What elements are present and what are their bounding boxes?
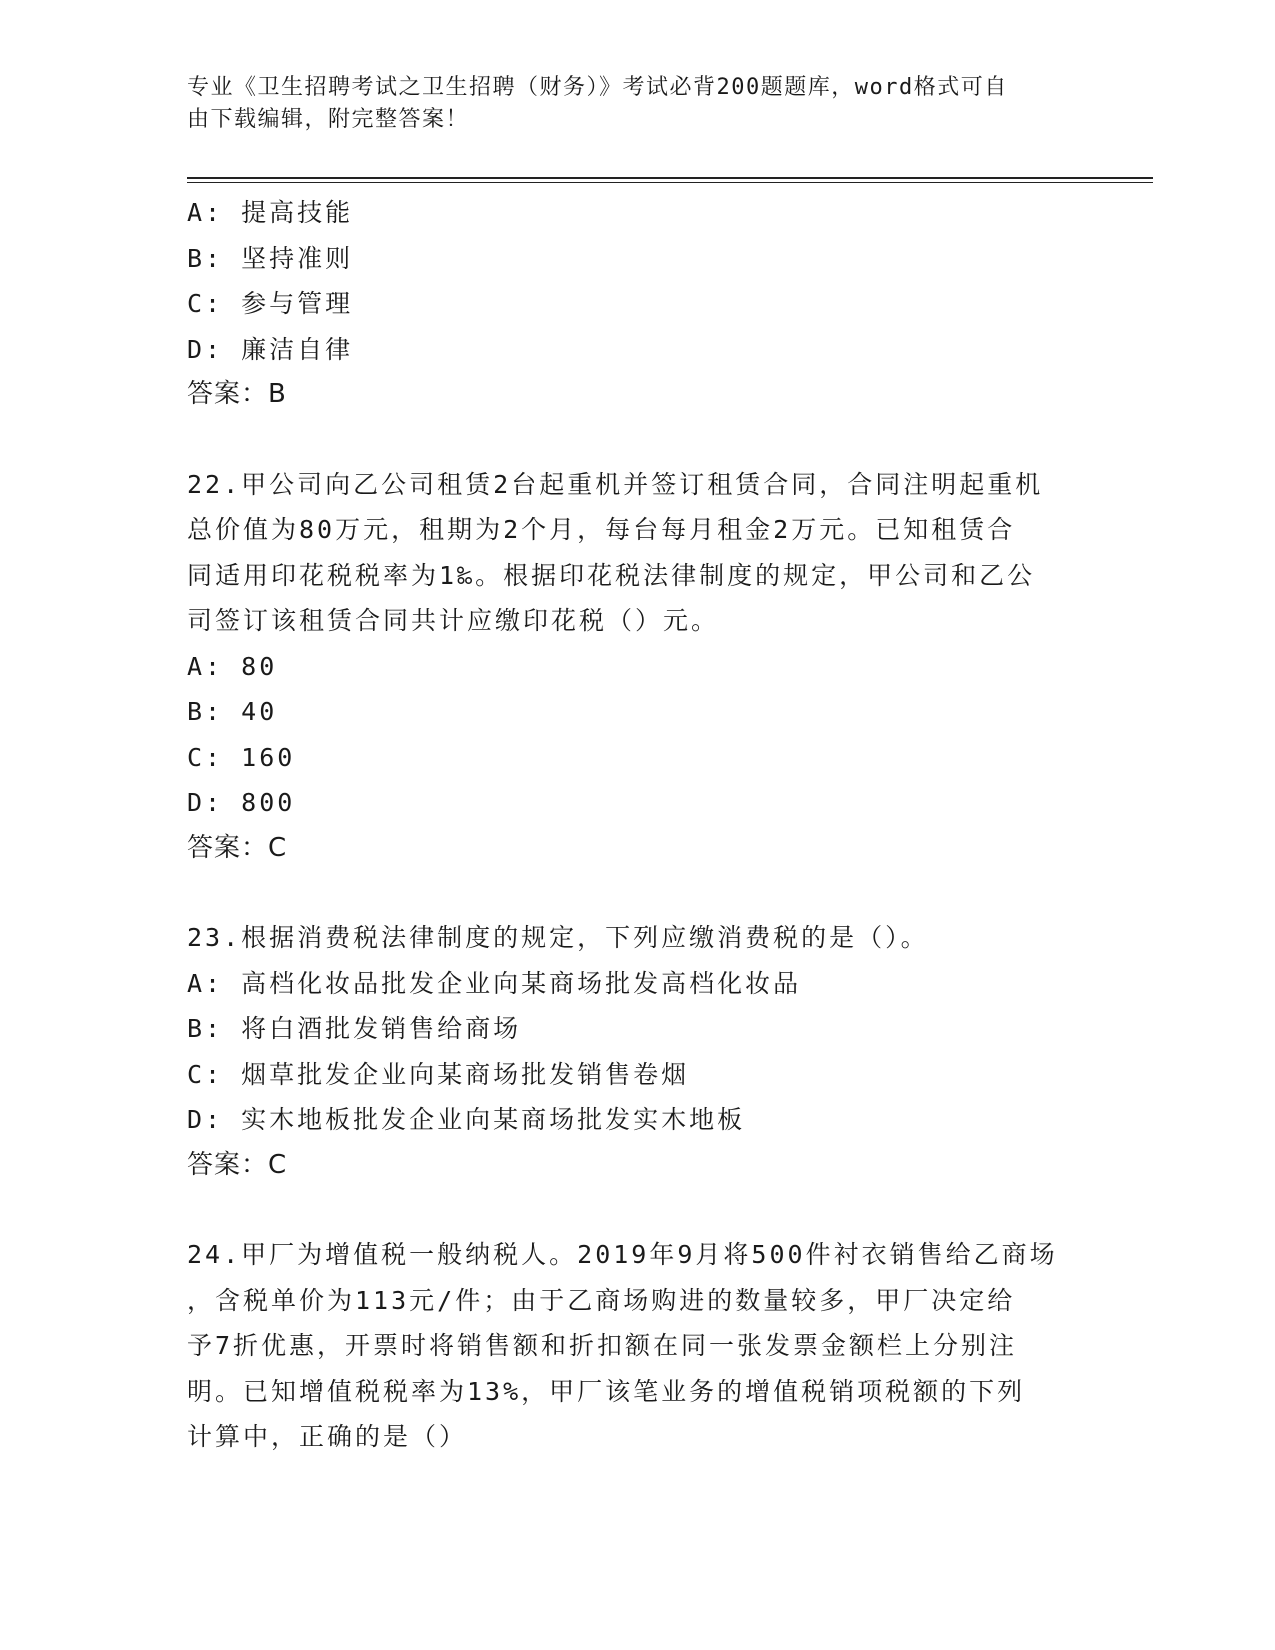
option-c: C: 参与管理 (187, 289, 354, 318)
question-text-line: 23.根据消费税法律制度的规定，下列应缴消费税的是（）。 (187, 923, 929, 952)
header-line-2: 由下载编辑，附完整答案！ (187, 107, 470, 132)
option-d: D: 廉洁自律 (187, 334, 354, 364)
option-b: B: 40 (187, 697, 278, 726)
answer: 答案：C (187, 832, 288, 863)
question-text-line: ，含税单价为113元/件；由于乙商场购进的数量较多，甲厂决定给 (187, 1285, 1016, 1315)
question-22 (187, 462, 1087, 872)
spacer (187, 418, 1087, 462)
option-a: A: 高档化妆品批发企业向某商场批发高档化妆品 (187, 968, 802, 998)
option-b: B: 将白酒批发销售给商场 (187, 1014, 522, 1043)
question-23 (187, 915, 1087, 1188)
question-text-line: 24.甲厂为增值税一般纳税人。2019年9月将500件衬衣销售给乙商场 (187, 1240, 1058, 1269)
header-divider-thick (187, 177, 1153, 179)
question-text-line: 司签订该租赁合同共计应缴印花税（）元。 (187, 606, 720, 635)
answer: 答案：C (187, 1149, 288, 1180)
answer: 答案：B (187, 379, 287, 409)
spacer (187, 871, 1087, 915)
question-text-line: 予7折优惠，开票时将销售额和折扣额在同一张发票金额栏上分别注 (187, 1331, 1018, 1360)
option-a: A: 80 (187, 651, 278, 681)
question-21 (187, 190, 1087, 418)
option-d: D: 800 (187, 788, 296, 817)
question-text-line: 明。已知增值税税率为13%，甲厂该笔业务的增值税销项税额的下列 (187, 1376, 1026, 1406)
question-text-line: 同适用印花税税率为1‰。根据印花税法律制度的规定，甲公司和乙公 (187, 560, 1036, 590)
question-text-line: 22.甲公司向乙公司租赁2台起重机并签订租赁合同，合同注明起重机 (187, 469, 1044, 499)
question-text-line: 计算中，正确的是（） (187, 1422, 468, 1451)
option-c: C: 160 (187, 742, 296, 772)
spacer (187, 1188, 1087, 1232)
document-body (187, 190, 1087, 1460)
option-d: D: 实木地板批发企业向某商场批发实木地板 (187, 1105, 746, 1134)
header-line-1: 专业《卫生招聘考试之卫生招聘（财务）》考试必背200题题库，word格式可自 (187, 75, 1008, 100)
option-c: C: 烟草批发企业向某商场批发销售卷烟 (187, 1059, 690, 1089)
document-header (187, 72, 1067, 136)
question-text-line: 总价值为80万元，租期为2个月，每台每月租金2万元。已知租赁合 (187, 515, 1016, 544)
option-a: A: 提高技能 (187, 198, 354, 227)
header-divider-thin (187, 182, 1153, 183)
question-24 (187, 1232, 1087, 1460)
option-b: B: 坚持准则 (187, 243, 354, 273)
